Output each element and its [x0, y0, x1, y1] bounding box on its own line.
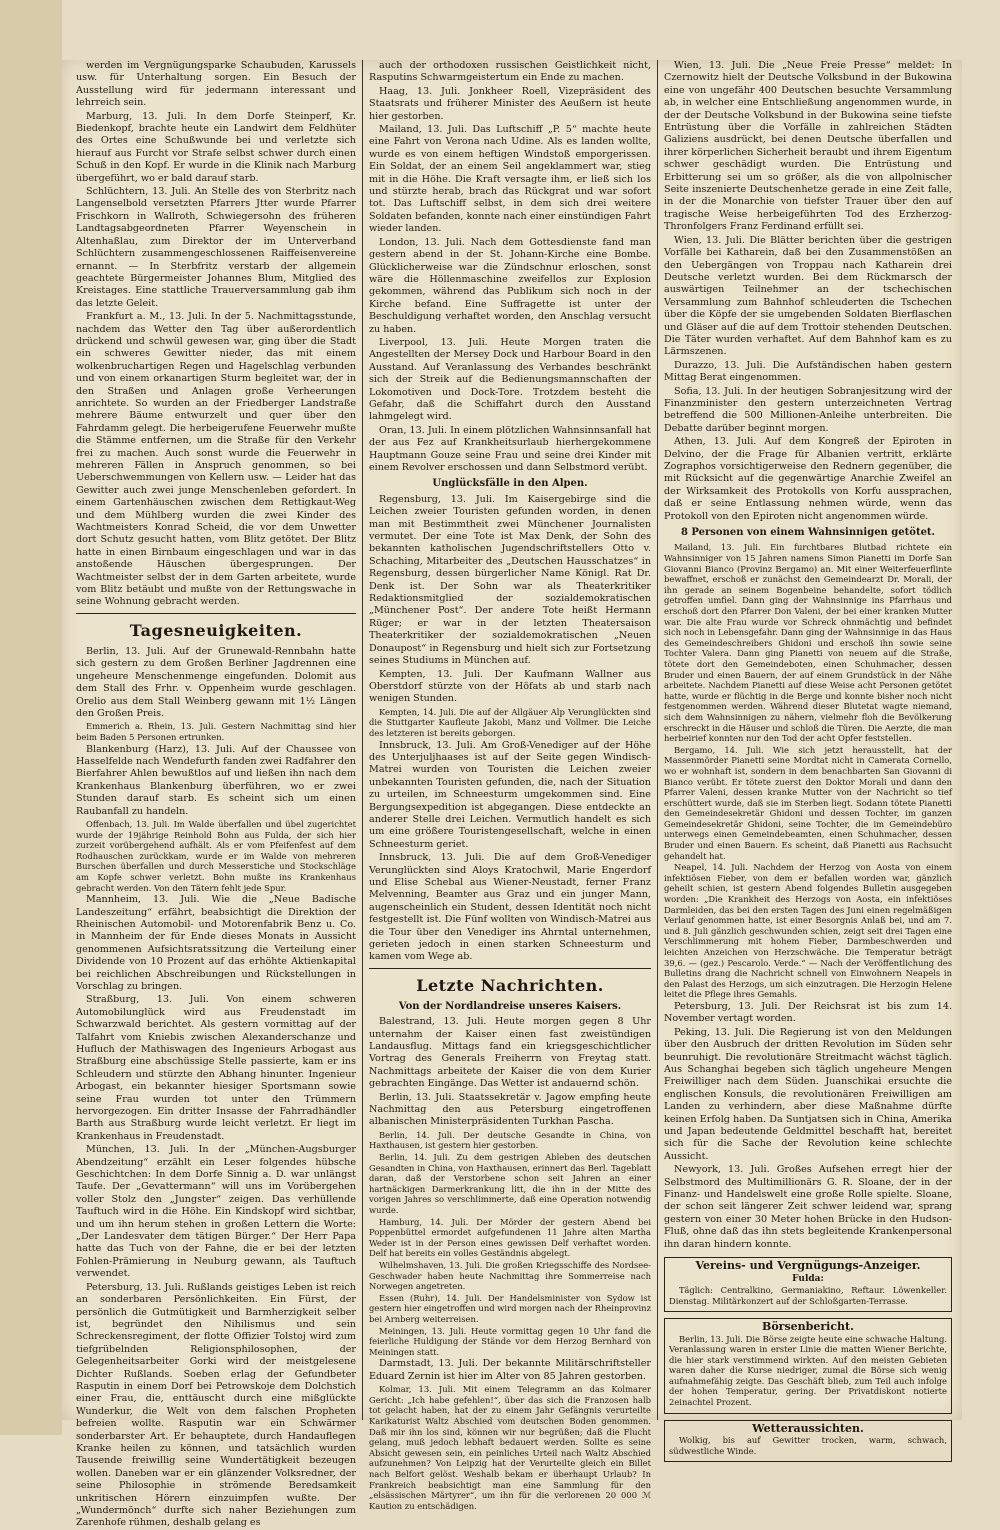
- column-1: [76, 60, 356, 1529]
- vereins-anzeiger-box: [664, 1257, 952, 1312]
- article: Straßburg, 13. Juli. Von einem schweren Automobilunglück wird aus Freudenstadt im Schwarzwald berichtet. Als gestern vormittag auf der Talfahrt vom Kniebis zwischen Alexanderschanze und Hufluch der Mathiswagen des Ingenieurs Arbogast aus Straßburg eine abschüssige Stelle passierte, kam er ins Schleudern und stürzte den Abhang hinunter. Ingenieur Arbogast, ein bekannter hiesiger Sportsmann sowie seine Frau wurden tot unter den Trümmern hervorgezogen. Ein dritter Insasse der Fahrradhändler Barth aus Straßburg wurde leicht verletzt. Er liegt im Krankenhaus in Freudenstadt.: [76, 994, 356, 1142]
- article: Hamburg, 14. Juli. Der Mörder der gestern Abend bei Poppenbüttel ermordet aufgefundenen 11 Jahre alten Martha Weder ist in der Person eines gewissen Delf verhaftet worden. Delf hat bereits ein volles Geständnis abgelegt.: [369, 1216, 651, 1259]
- article: Haag, 13. Juli. Jonkheer Roell, Vizepräsident des Staatsrats und früherer Minister des Aeußern ist heute hier gestorben.: [369, 85, 651, 122]
- article: Athen, 13. Juli. Auf dem Kongreß der Epiroten in Delvino, der die Frage für Albanien vertritt, erklärte Zographos vorsichtigerweise den Rednern gegenüber, die mit Rücksicht auf die gegenwärtige Anarchie Zweifel an der Wirksamkeit des Protokolls von Korfu aussprachen, daß er seine Entlassung nehmen würde, wenn das Protokoll von den Epiroten nicht angenommen würde.: [664, 436, 952, 522]
- box-heading: Börsenbericht.: [762, 1320, 854, 1334]
- article: Essen (Ruhr), 14. Juli. Der Handelsminister von Sydow ist gestern hier eingetroffen und wird morgen nach der Rheinprovinz bei Arnberg weiterreisen.: [369, 1292, 651, 1324]
- article: Blankenburg (Harz), 13. Juli. Auf der Chaussee von Hasselfelde nach Wendefurth fanden zwei Radfahrer den Bierfahrer Ahlen bewußtlos auf und ließen ihn nach dem Krankenhaus Blankenburg überführen, wo er zwei Stunden darauf starb. Es scheint sich um einen Raubanfall zu handeln.: [76, 743, 356, 817]
- article: Mannheim, 13. Juli. Wie die „Neue Badische Landeszeitung“ erfährt, beabsichtigt die Direktion der Rheinischen Automobil- und Motorenfabrik Benz u. Co. in Mannheim der für Ende dieses Monats in Aussicht genommenen Aufsichtsratssitzung die Verteilung einer Dividende von 10 Prozent auf das erhöhte Aktienkapital bei reichlichen Abschreibungen und Rückstellungen in Vorschlag zu bringen.: [76, 894, 356, 992]
- article: Wilhelmshaven, 13. Juli. Die großen Kriegsschiffe des Nordsee-Geschwader haben heute Nachmittag ihre Sommerreise nach Norwegen angetreten.: [369, 1260, 651, 1292]
- sub-heading: 8 Personen von einem Wahnsinnigen getötet.: [680, 527, 936, 539]
- article: München, 13. Juli. In der „München-Augsburger Abendzeitung“ erzählt ein Leser folgendes hübsche Geschichtchen: In dem Dorfe Sinnig a. D. war unlängst Taufe. Der „Gevattermann“ will uns im Vorübergehen voller Stolz den „Jungster“ zeigen. Das verhüllende Tauftuch wird in die Höhe. Ein Kindskopf wird sichtbar, und um ihn herum stehen in großen Lettern die Worte: „Der Landesvater dem tätigen Bürger.“ Der Herr Papa hatte das Tuch von der Fahne, die er bei der letzten Fohlen-Prämierung in Neuburg gewann, als Tauftuch verwendet.: [76, 1144, 356, 1280]
- article: Darmstadt, 13. Juli. Der bekannte Militärschriftsteller Eduard Zernin ist hier im Alter von 85 Jahren gestorben.: [369, 1358, 651, 1382]
- article: Oran, 13. Juli. In einem plötzlichen Wahnsinnsanfall hat der aus Fez auf Krankheitsurlaub hierhergekommene Hauptmann Gouze seine Frau und seine drei Kinder mit einem Revolver erschossen und dann Selbstmord verübt.: [369, 424, 651, 473]
- article: Mailand, 13. Juli. Das Luftschiff „P. 5“ machte heute eine Fahrt von Verona nach Udine. Als es landen wollte, wurde es von einem heftigen Windstoß emporgerissen. Ein Soldat, der an einem Seil angeklammert war, stieg mit in die Höhe. Die Kraft versagte ihm, er ließ sich los und stürzte herab, brach das Rückgrat und war sofort tot. Das Luftschiff selbst, in dem sich drei weitere Soldaten befanden, konnte nach einer einstündigen Fahrt wieder landen.: [369, 124, 651, 235]
- boersenbericht-box: [664, 1318, 952, 1414]
- box-heading: Wetteraussichten.: [752, 1421, 864, 1435]
- article: Berlin, 14. Juli. Zu dem gestrigen Ableben des deutschen Gesandten in China, von Haxthausen, erinnert das Berl. Tageblatt daran, daß der Verstorbene schon seit Jahren an einer hartnäckigen Darmerkrankung litt, die ihn in der Mitte des vorigen Jahres so verschlimmerte, daß eine Operation notwendig wurde.: [369, 1152, 651, 1216]
- article: Berlin, 13. Juli. Staatssekretär v. Jagow empfing heute Nachmittag den aus Petersburg eingetroffenen albanischen Ministerpräsidenten Turkhan Pascha.: [369, 1091, 651, 1128]
- article: Neapel, 14. Juli. Nachdem der Herzog von Aosta von einem infektiösen Fieber, von dem er befallen worden war, gänzlich geheilt schien, ist gestern Abend folgendes Bulletin ausgegeben worden: „Die Krankheit des Herzogs von Aosta, ein infektiöses Darmleiden, das bei den ersten Tagen des Juni einen regelmäßigen Verlauf genommen hatte, ist einer Besorgnis Anlaß bei, und am 7. und 8. Juli gänzlich geschwunden schien, zeigt seit drei Tagen eine Verschlimmerung mit hohem Fieber, Darmbeschwerden und leichten Anzeichen von Herzschwäche. Die Temperatur beträgt 39,6. — (gez.) Pescarolo. Verde.“ — Nach der Veröffentlichung des Bulletins drang die Nachricht schnell von Einwohnern Neapels in den Palast des Herzogs, um sich einzutragen. Die Herzogin Helene leitet die Pflege ihres Gemahls.: [664, 862, 952, 1000]
- article: Innsbruck, 13. Juli. Die auf dem Groß-Venediger Verunglückten sind Aloys Kratochwil, Marie Engerdorf und Elise Schebal aus Wiener-Neustadt, ferner Franz Melvenning, Beamter aus Graz und ein junger Mann, augenscheinlich ein Student, dessen Identität noch nicht festgestellt ist. Die Fünf wollten von Windisch-Matrei aus die Tour über den Venediger ins Ahrntal unternehmen, gerieten jedoch in einen starken Schneesturm und kamen vom Wege ab.: [369, 852, 651, 963]
- article: Berlin, 14. Juli. Der deutsche Gesandte in China, von Haxthausen, ist gestern hier gestorben.: [369, 1129, 651, 1151]
- article: werden im Vergnügungsparke Schaubuden, Karussels usw. für Unterhaltung sorgen. Ein Besuch der Ausstellung wird für jedermann interessant und lehrreich sein.: [76, 60, 356, 109]
- box-text: Wolkig, bis auf Gewitter trocken, warm, schwach, südwestliche Winde.: [669, 1435, 947, 1456]
- section-heading: Tagesneuigkeiten.: [129, 620, 303, 640]
- article: Petersburg, 13. Juli. Der Reichsrat ist bis zum 14. November vertagt worden.: [664, 1000, 952, 1025]
- article: Peking, 13. Juli. Die Regierung ist von den Meldungen über den Ausbruch der dritten Revolution im Süden sehr beunruhigt. Die revolutionäre Streitmacht wächst täglich. Aus Schanghai begeben sich täglich ungeheure Mengen Freiwilliger nach dem Süden. Juanschikai ersuchte die englischen Konsuls, die revolutionären Freiwilligen am Landen zu verhindern, aber diese Maßnahme dürfte keinen Erfolg haben. Da Suntjatsen sich in China, Amerika und Japan bedeutende Geldmittel beschafft hat, bereitet sich für die Sache der Revolution keine schlechte Aussicht.: [664, 1026, 952, 1162]
- article: Kempten, 13. Juli. Der Kaufmann Wallner aus Oberstdorf stürzte von der Höfats ab und starb nach wenigen Stunden.: [369, 668, 651, 705]
- newspaper-page: [62, 60, 962, 1529]
- article: Petersburg, 13. Juli. Rußlands geistiges Leben ist reich an sonderbaren Persönlichkeiten. Ein Fürst, der persönlich die Gutmütigkeit und Barmherzigkeit selber ist, begründet den Nihilismus und sein Schreckensregiment, der flotte Offizier Tolstoj wird zum tiefgrübelnden Religionsphilosophen, der Gelegenheitsarbeiter Gorki wird der meistgelesene Dichter Rußlands. Soeben erlag der Gefundbeter Rasputin in einem Dorf bei Petrowskoje dem Dolchstich einer Frau, die, enttäuscht durch eine mißglückte Wunderkur, die Welt von dem falschen Propheten befreien wollte. Rasputin war ein Schwärmer sonderbarster Art. Er behauptete, durch Handauflegen Kranke heilen zu können, und tatsächlich wurden Tausende freiwillig seine Wundertätigkeit bezeugen wollen. Daneben war er ein glänzender Volksredner, der seine Philosophie in strömende Beredsamkeit unkritischen Hörern einzuimpfen wußte. Der „Wundermönch“ durfte sich naher Beziehungen zum Zarenhofe rühmen, deshalb gelang es: [76, 1281, 356, 1529]
- article: Schlüchtern, 13. Juli. An Stelle des von Sterbritz nach Langenselbold versetzten Pfarrers Jtter wurde Pfarrer Frischkorn in Wallroth, Schwiegersohn des früheren Landtagsabgeordneten Pfarrer Weyenschein in Altenhaßlau, zum Direktor der im Unterverband Schlüchtern zusammengeschlossenen Raiffeisenvereine ernannt. — In Sterbfritz verstarb der allgemein geachtete Bürgermeister Johannes Blum, Mitglied des Kreistages. Eine stattliche Trauerversammlung gab ihm das letzte Geleit.: [76, 186, 356, 309]
- box-subheading: Fulda:: [792, 1273, 824, 1284]
- article: London, 13. Juli. Nach dem Gottesdienste fand man gestern abend in der St. Johann-Kirche eine Bombe. Glücklicherweise war die Zündschnur erloschen, sonst wäre die Höllenmaschine zweifellos zur Explosion gekommen, während das Publikum sich noch in der Kirche befand. Eine Suffragette ist unter der Beschuldigung verhaftet worden, den Anschlag versucht zu haben.: [369, 236, 651, 335]
- column-2: [369, 60, 651, 1511]
- box-text: Täglich: Centralkino, Germaniakino, Reftaur. Löwenkeller. Dienstag. Militärkonzert auf der Schloßgarten-Terrasse.: [669, 1284, 947, 1306]
- article: Meiningen, 13. Juli. Heute vormittag gegen 10 Uhr fand die feierliche Huldigung der Stände vor dem Herzog Bernhard von Meiningen statt.: [369, 1325, 651, 1357]
- article: Liverpool, 13. Juli. Heute Morgen traten die Angestellten der Mersey Dock und Harbour Board in den Ausstand. Auf Veranlassung des Verbandes beschränkt sich der Streik auf die Bedienungsmannschaften der Lokomotiven und Dock-Tore. Trotzdem besteht die Gefahr, daß die Schiffahrt durch den Ausstand lahmgelegt wird.: [369, 336, 651, 423]
- wetteraussichten-box: [664, 1420, 952, 1463]
- section-divider: [369, 968, 651, 969]
- section-heading: Letzte Nachrichten.: [416, 975, 604, 995]
- section-divider: [76, 613, 356, 614]
- article: Newyork, 13. Juli. Großes Aufsehen erregt hier der Selbstmord des Multimillionärs G. R. Sloane, der in der Finanz- und Handelswelt eine große Rolle spielte. Sloane, der schon seit längerer Zeit schwer leidend war, sprang gestern von einer 30 Meter hohen Brücke in den Hudson-Fluß, ohne daß das ihn stets begleitende Krankenpersonal ihn daran hindern konnte.: [664, 1164, 952, 1250]
- article: auch der orthodoxen russischen Geistlichkeit nicht, Rasputins Schwarmgeistertum ein Ende zu machen.: [369, 60, 651, 84]
- article: Wien, 13. Juli. Die Blätter berichten über die gestrigen Vorfälle bei Katharein, daß bei den Zusammenstößen an den Uebergängen von Troppau nach Katharein drei Deutsche verletzt wurden. Bei dem Rückmarsch der auswärtigen Teilnehmer an der tschechischen Versammlung zum Bahnhof schleuderten die Tschechen über die Köpfe der sie umgebenden Soldaten Bierflaschen und Gläser auf die auf dem Trottoir stehenden Deutschen. Die Täter wurden verhaftet. Auf dem Bahnhof kam es zu Lärmszenen.: [664, 234, 952, 358]
- column-rule: [362, 60, 363, 1420]
- article: Kempten, 14. Juli. Die auf der Allgäuer Alp Verunglückten sind die Stuttgarter Kaufleute Jakobi, Manz und Vollmer. Die Leiche des letzteren ist bereits geborgen.: [369, 706, 651, 738]
- article: Innsbruck, 13. Juli. Am Groß-Venediger auf der Höhe des Unterjuljhaases ist auf der Seite gegen Windisch-Matrei wurden von Touristen die Leichen zweier unbekannten Touristen gefunden, die, nach der Situation zu urteilen, im Schneesturm umgekommen sind. Eine Bergungsexpedition ist abgegangen. Diese entdeckte an anderer Stelle drei Leichen. Vermutlich handelt es sich um eine größere Touristengesellschaft, welche in einen Schneesturm geriet.: [369, 739, 651, 850]
- article: Kolmar, 13. Juli. Mit einem Telegramm an das Kolmarer Gericht: „Ich habe gefehlen!“, über das sich die Franzosen halb tot gelacht haben, hat der zu einem Jahr Gefängnis verurteilte Karikaturist Waltz Abschied vom deutschen Boden genommen. Daß mir ihn los sind, können wir nur begrüßen; daß die Flucht gelang, muß jedoch lebhaft bedauert werden. Sollte es seine Absicht gewesen sein, ein peinliches Urteil nach Waltz Abschied aufzunehmen? Von Leipzig hat der Verurteilte gleich ein Billet nach Belfort gelöst. Weshalb bekam er überhaupt Urlaub? In Frankreich beabsichtigt man eine Sammlung für den „elsässischen Märtyrer“, um ihn für die verlorenen 20 000 ℳ Kaution zu entschädigen.: [369, 1384, 651, 1511]
- scan-margin: [0, 0, 62, 1435]
- article: Frankfurt a. M., 13. Juli. In der 5. Nachmittagsstunde, nachdem das Wetter den Tag über außerordentlich drückend und schwül gewesen war, ging über die Stadt ein schweres Gewitter nieder, das mit einem wolkenbruchartigen Regen und Hagelschlag verbunden und von einem orkanartigen Sturm begleitet war, der in den Straßen und Anlagen große Verheerungen anrichtete. So wurden an der Friedberger Landstraße mehrere Bäume entwurzelt und quer über den Fahrdamm gelegt. Die herbeigerufene Feuerwehr mußte die Stämme entfernen, um die Straße für den Verkehr frei zu machen. Auch sonst wurde die Feuerwehr in mehreren Fällen in Anspruch genommen, so bei Ueberschwemmungen von Kellern usw. — Leider hat das Gewitter auch zwei junge Menschenleben gefordert. In einem Gartenhäuschen zwischen dem Rettigkaut-Weg und dem Mühlberg wurden die zwei Kinder des Wachtmeisters Konrad Scheid, die vor dem Unwetter dort Schutz gesucht hatten, vom Blitz getötet. Der Blitz hatte in einen Birnbaum eingeschlagen und war in das anstoßende Häuschen übergesprungen. Der Wachtmeister selbst der in dem Garten arbeitete, wurde vom Blitz betäubt und mußte von der Rettungswache in seine Wohnung gebracht werden.: [76, 311, 356, 608]
- article: Berlin, 13. Juli. Auf der Grunewald-Rennbahn hatte sich gestern zu dem Großen Berliner Jagdrennen eine ungeheure Menschenmenge eingefunden. Dolomit aus dem Stall des Frhr. v. Oppenheim wurde geschlagen. Orelio aus dem Stall Weinberg gewann mit 1½ Längen den Großen Preis.: [76, 645, 356, 719]
- article: Wien, 13. Juli. Die „Neue Freie Presse“ meldet: In Czernowitz hielt der Deutsche Volksbund in der Bukowina eine von ungefähr 400 Deutschen besuchte Versammlung ab, in welcher eine Entschließung angenommen wurde, in der der Deutsche Volksbund in der Bukowina seine tiefste Entrüstung über die Vorfälle in zahlreichen Städten Galiziens ausdrückt, bei denen Deutsche überfallen und ihrer körperlichen Sicherheit beraubt und ihrem Eigentum schwer geschädigt wurden. Die Entrüstung und Erbitterung sei um so größer, als die von allpolnischer Seite inszenierte Deutschenhetze gerade in eine Zeit falle, in der die Monarchie von tiefster Trauer über den auf tragische Weise herbeigeführten Tod des Erzherzog-Thronfolgers Franz Ferdinand erfüllt sei.: [664, 60, 952, 233]
- article: Durazzo, 13. Juli. Die Aufständischen haben gestern Mittag Berat eingenommen.: [664, 359, 952, 384]
- sub-heading: Von der Nordlandreise unseres Kaisers.: [398, 1000, 622, 1012]
- box-text: Berlin, 13. Juli. Die Börse zeigte heute eine schwache Haltung. Veranlassung waren in erster Linie die matten Wiener Berichte, die hier stark verstimmend wirkten. Auf den meisten Gebieten waren daher die Kurse niedriger, zumal die Börse sich wenig aufnahmefähig zeigte. Das Geschäft blieb, zum Teil auch infolge der hohen Temperatur, gering. Der Privatdiskont notierte 2einachtel Prozent.: [669, 1333, 947, 1408]
- box-heading: Vereins- und Vergnügungs-Anzeiger.: [695, 1259, 921, 1273]
- article: Emmerich a. Rhein, 13. Juli. Gestern Nachmittag sind hier beim Baden 5 Personen ertrunken.: [76, 721, 356, 742]
- sub-heading: Unglücksfälle in den Alpen.: [432, 478, 588, 490]
- article: Offenbach, 13. Juli. Im Walde überfallen und übel zugerichtet wurde der 19jährige Reinhold Bohn aus Fulda, der sich hier zurzeit vorübergehend aufhält. Als er vom Pfeifenfest auf dem Rodhauschen zurückkam, wurde er im Walde von mehreren Burschen überfallen und durch Messerstiche und Stockschläge am Kopfe schwer verletzt. Bohn mußte ins Krankenhaus gebracht werden. Von den Tätern fehlt jede Spur.: [76, 818, 356, 893]
- article: Mailand, 13. Juli. Ein furchtbares Blutbad richtete ein Wahnsinniger von 15 Jahren namens Simon Pianetti im Dorfe San Giovanni Bianco (Provinz Bergamo) an. Mit einer Weiterfeuerflinte bewaffnet, erschoß er zunächst den Gemeindearzt Dr. Morali, der ihn gerade an seinem Bogenbeine behandelte, sofort tödlich getroffen umfiel. Dann ging der Wahnsinnige ins Pfarrhaus und erschoß dort den Pfarrer Don Valeni, der bei einer kranken Mutter war. Die alte Frau wurde vor Schreck ohnmächtig und befindet sich noch in Lebensgefahr. Dann ging der Wahnsinnige in das Haus des Gemeindeschreibers Ghidoni und erschoß ihn sowie seine Tochter Valera. Dann ging Pianetti von neuem auf die Straße, tötete dort den Gemeindeboten, einen Schuhmacher, dessen Bruder und einen Bauern, der auf einem Grundstück in der Nähe arbeitete. Nachdem Pianetti auf diese Weise acht Personen getötet hatte, wurde er flüchtig in die Berge und konnte bisher noch nicht festgenommen werden. Während dieser Blutetat wagte niemand, sich dem Wahnsinnigen zu nähern, vielmehr floh die Bevölkerung erschreckt in die Häuser und schloß die Türen. Die Aerzte, die man herbeirief konnten nur den Tod der acht Opfer feststellen.: [664, 542, 952, 744]
- column-3: [664, 60, 952, 1456]
- column-rule: [657, 60, 658, 1420]
- article: Balestrand, 13. Juli. Heute morgen gegen 8 Uhr unternahm der Kaiser einen fast zweistündigen Landausflug. Mittags fand ein kriegsgeschichtlicher Vortrag des Generals Freiherrn von Freytag statt. Nachmittags arbeitete der Kaiser die von dem Kurier gebrachten Eingänge. Das Wetter ist andauernd schön.: [369, 1016, 651, 1090]
- article: Sofia, 13. Juli. In der heutigen Sobranjesitzung wird der Finanzminister den gestern unterzeichneten Vertrag betreffend die 500 Millionen-Anleihe unterbreiten. Die Debatte darüber beginnt morgen.: [664, 385, 952, 434]
- article: Marburg, 13. Juli. In dem Dorfe Steinperf, Kr. Biedenkopf, brachte heute ein Landwirt dem Feldhüter des Ortes eine Schußwunde bei und verletzte sich hierauf aus Furcht vor Strafe selbst schwer durch einen Schuß in den Kopf. Er wurde in die Klinik nach Marburg übergeführt, wo er bald darauf starb.: [76, 110, 356, 184]
- article: Regensburg, 13. Juli. Im Kaisergebirge sind die Leichen zweier Touristen gefunden worden, in denen man mit Bestimmtheit zwei Münchener Journalisten vermutet. Der eine Tote ist Max Denk, der Sohn des bekannten katholischen Jugendschriftstellers Otto v. Schaching, Mitarbeiter des „Deutschen Hausschatzes“ in Regensburg, dessen bürgerlicher Name Königl. Rat Dr. Denk ist. Der Sohn war als Theaterkritiker Redaktionsmitglied der sozialdemokratischen „Münchener Post“. Der andere Tote heißt Hermann Rüger; er war in der letzten Theatersaison Theaterkritiker der sozialdemokratischen „Neuen Donaupost“ in Regensburg und hielt sich zur Fortsetzung seines Studiums in München auf.: [369, 493, 651, 667]
- article: Bergamo, 14. Juli. Wie sich jetzt herausstellt, hat der Massenmörder Pianetti seine Mordtat nicht in Camerata Cornello, wo er wohnhaft ist, sondern in dem benachbarten San Giovanni di Bianco verübt. Er tötete zuerst den Doktor Morali und dann den Pfarrer Valeni, dessen kranke Mutter von der Nachricht so tief erschüttert wurde, daß sie im Sterben liegt. Sodann tötete Pianetti den Gemeindesekretär Ghidoni und dessen Tochter, im ganzen Gemeindesekretär Ghidoni, seine Tochter, die im Gemeindebüro unterwegs einen Gemeindebeamten, einen Schuhmacher, dessen Bruder und einen Bauern. Es scheint, daß Pianetti aus Rachsucht gehandelt hat.: [664, 744, 952, 861]
